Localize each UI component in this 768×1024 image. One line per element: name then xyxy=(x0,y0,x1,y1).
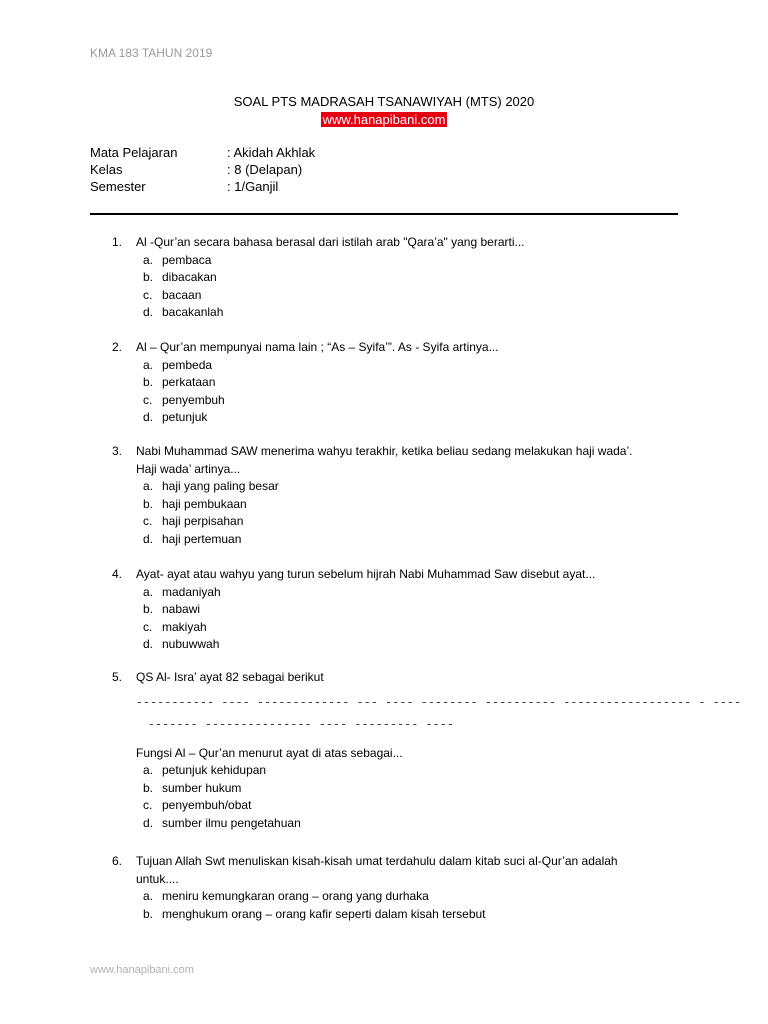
question-text: Al -Qur’an secara bahasa berasal dari istilah arab "Qara’a" yang berarti... xyxy=(136,235,525,249)
question-number: 3. xyxy=(112,444,123,458)
option-list xyxy=(143,357,672,427)
option-list xyxy=(143,888,672,923)
option-item xyxy=(143,374,672,392)
option-list xyxy=(143,252,672,322)
arabic-verse-line: ˍˍˍˍˍˍˍˍˍˍˍ ˍˍˍˍ ˍˍˍˍˍˍˍˍˍˍˍˍˍ ˍˍˍ ˍˍˍˍ ˍˍˍˍˍˍˍˍ ˍˍˍˍˍˍˍˍˍˍ ˍˍˍˍˍˍˍˍˍˍˍˍˍˍˍˍˍˍ ˍ ˍˍˍˍ xyxy=(136,690,742,704)
option-item xyxy=(143,531,672,549)
option-item xyxy=(143,252,672,270)
option-text: makiyah xyxy=(162,619,207,634)
website-banner xyxy=(0,112,768,127)
option-letter: a. xyxy=(143,889,154,903)
meta-value: : 8 (Delapan) xyxy=(227,162,303,177)
option-item xyxy=(143,478,672,496)
option-letter: c. xyxy=(143,619,153,634)
option-letter: a. xyxy=(143,252,154,267)
option-letter: b. xyxy=(143,496,154,511)
option-text: sumber ilmu pengetahuan xyxy=(162,815,301,830)
option-item xyxy=(143,815,672,833)
question-2 xyxy=(112,339,672,427)
option-text: petunjuk xyxy=(162,410,208,424)
option-text: nubuwwah xyxy=(162,637,220,651)
option-item xyxy=(143,409,672,427)
option-text: haji pertemuan xyxy=(162,531,242,546)
option-letter: d. xyxy=(143,637,154,651)
option-text: bacakanlah xyxy=(162,305,224,319)
option-letter: b. xyxy=(143,780,154,795)
option-item xyxy=(143,496,672,514)
question-text: Nabi Muhammad SAW menerima wahyu terakhir, ketika beliau sedang melakukan haji wada’. xyxy=(136,444,633,458)
option-list xyxy=(143,762,672,832)
option-item xyxy=(143,797,672,815)
option-letter: d. xyxy=(143,305,154,319)
option-text: haji perpisahan xyxy=(162,514,244,528)
question-number: 6. xyxy=(112,854,123,868)
option-text: petunjuk kehidupan xyxy=(162,763,267,777)
question-5 xyxy=(112,669,742,832)
option-letter: a. xyxy=(143,357,154,372)
option-item xyxy=(143,906,672,924)
option-text: penyembuh xyxy=(162,392,225,407)
option-letter: d. xyxy=(143,815,154,830)
option-item xyxy=(143,780,672,798)
option-item xyxy=(143,304,672,322)
option-item xyxy=(143,357,672,375)
question-3 xyxy=(112,443,672,548)
option-letter: b. xyxy=(143,375,154,389)
option-text: pembaca xyxy=(162,252,212,267)
option-list xyxy=(143,478,672,548)
question-text: Tujuan Allah Swt menuliskan kisah-kisah umat terdahulu dalam kitab suci al-Qur’an adalah xyxy=(136,854,618,868)
exam-meta xyxy=(90,144,315,195)
option-text: bacaan xyxy=(162,287,202,302)
option-text: haji pembukaan xyxy=(162,496,247,511)
option-text: menghukum orang – orang kafir seperti dalam kisah tersebut xyxy=(162,906,486,921)
meta-label: Mata Pelajaran xyxy=(90,145,178,160)
option-letter: c. xyxy=(143,514,153,528)
exam-title: SOAL PTS MADRASAH TSANAWIYAH (MTS) 2020 xyxy=(233,94,535,109)
option-item xyxy=(143,584,672,602)
option-text: haji yang paling besar xyxy=(162,479,279,493)
option-text: nabawi xyxy=(162,602,201,616)
question-4 xyxy=(112,566,672,654)
option-letter: c. xyxy=(143,798,153,812)
option-item xyxy=(143,269,672,287)
meta-row-semester xyxy=(90,178,315,195)
option-letter: d. xyxy=(143,531,154,546)
footer-website[interactable]: www.hanapibani.com xyxy=(90,964,194,976)
option-item xyxy=(143,619,672,637)
option-letter: b. xyxy=(143,270,154,284)
meta-row-subject xyxy=(90,144,315,161)
question-text: QS Al- Isra’ ayat 82 sebagai berikut xyxy=(136,670,324,684)
header-reference: KMA 183 TAHUN 2019 xyxy=(90,46,213,60)
option-item xyxy=(143,636,672,654)
option-text: pembeda xyxy=(162,357,213,372)
option-item xyxy=(143,601,672,619)
arabic-verse-line: ˍˍˍˍˍˍˍ ˍˍˍˍˍˍˍˍˍˍˍˍˍˍˍ ˍˍˍˍ ˍˍˍˍˍˍˍˍˍ ˍˍˍˍ xyxy=(148,712,455,726)
option-item xyxy=(143,888,672,906)
meta-value: : Akidah Akhlak xyxy=(227,145,316,160)
meta-label: Kelas xyxy=(90,162,123,177)
question-1 xyxy=(112,234,672,322)
question-text-continued: untuk.... xyxy=(136,871,179,886)
option-item xyxy=(143,392,672,410)
question-text: Ayat- ayat atau wahyu yang turun sebelum hijrah Nabi Muhammad Saw disebut ayat... xyxy=(136,567,596,581)
meta-label: Semester xyxy=(90,179,146,194)
option-letter: b. xyxy=(143,602,154,616)
option-item xyxy=(143,513,672,531)
option-letter: a. xyxy=(143,479,154,493)
option-item xyxy=(143,287,672,305)
option-letter: a. xyxy=(143,763,154,777)
option-letter: b. xyxy=(143,906,154,921)
option-text: sumber hukum xyxy=(162,780,242,795)
option-letter: a. xyxy=(143,584,154,599)
question-number: 4. xyxy=(112,567,123,581)
question-number: 1. xyxy=(112,235,123,249)
option-letter: d. xyxy=(143,410,154,424)
option-list xyxy=(143,584,672,654)
option-text: madaniyah xyxy=(162,584,221,599)
question-text-continued: Fungsi Al – Qur’an menurut ayat di atas sebagai... xyxy=(136,745,403,760)
option-item xyxy=(143,762,672,780)
question-number: 2. xyxy=(112,340,123,354)
option-text: meniru kemungkaran orang – orang yang durhaka xyxy=(162,889,429,903)
question-number: 5. xyxy=(112,670,123,684)
meta-value: : 1/Ganjil xyxy=(227,179,279,194)
meta-row-class xyxy=(90,161,315,178)
option-text: penyembuh/obat xyxy=(162,798,252,812)
header-divider xyxy=(90,213,678,215)
option-text: dibacakan xyxy=(162,270,217,284)
option-text: perkataan xyxy=(162,375,216,389)
question-6 xyxy=(112,853,672,923)
website-link[interactable]: www.hanapibani.com xyxy=(322,112,446,127)
question-text-continued: Haji wada’ artinya... xyxy=(136,461,241,476)
question-text: Al – Qur’an mempunyai nama lain ; “As – Syifa’”. As - Syifa artinya... xyxy=(136,340,499,354)
option-letter: c. xyxy=(143,392,153,407)
option-letter: c. xyxy=(143,287,153,302)
